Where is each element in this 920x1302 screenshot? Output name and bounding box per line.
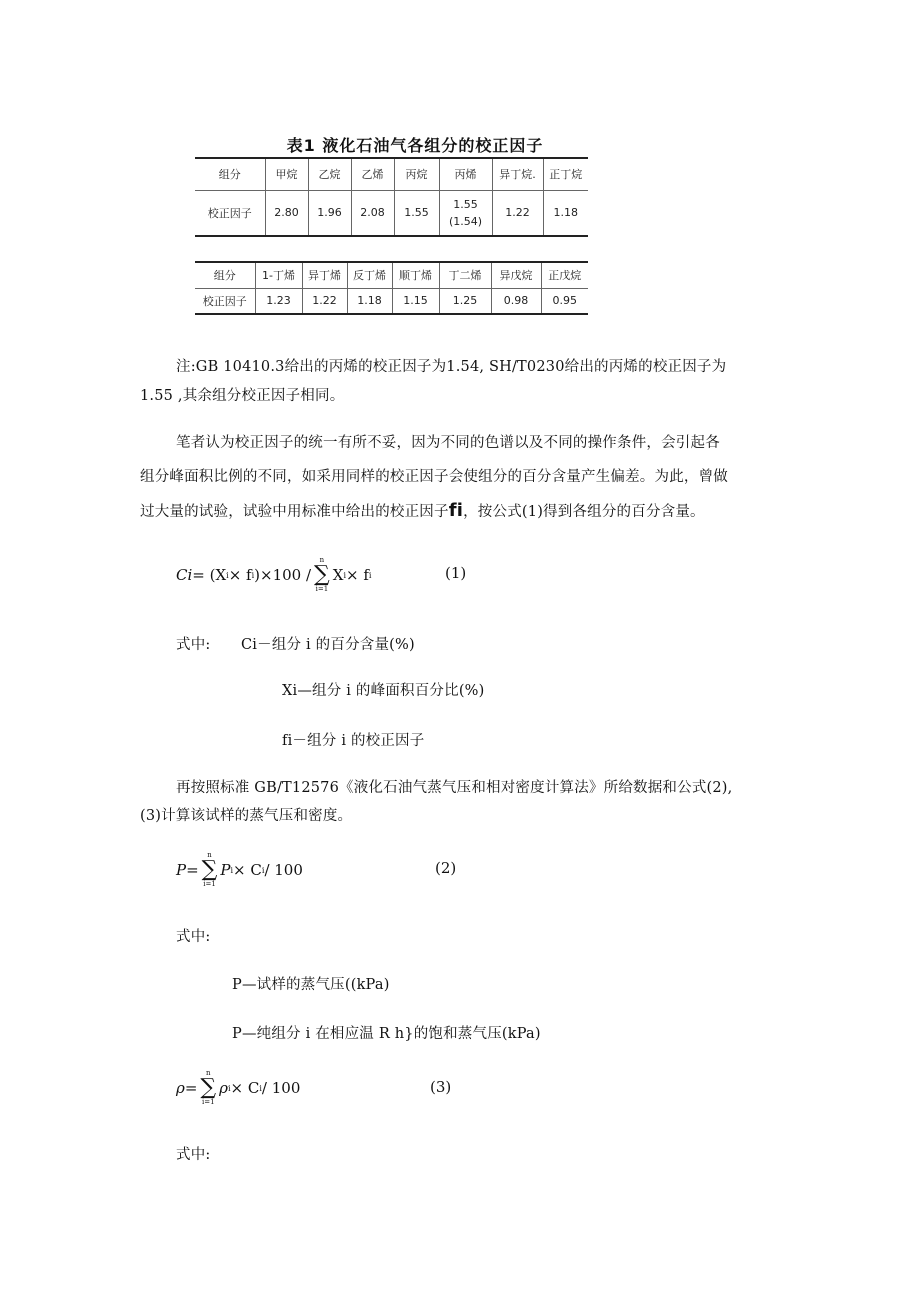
sum-upper: n: [206, 1069, 211, 1077]
value-cell-propylene: [439, 190, 492, 236]
value-cell: 2.80: [265, 190, 308, 236]
value-cell: 0.95: [541, 288, 588, 314]
summation-symbol: n ∑ i=1: [200, 1069, 217, 1106]
header-cell: 丙烯: [439, 158, 492, 190]
summation-symbol: n ∑ i=1: [201, 851, 218, 888]
formula3-lhs: ρ: [176, 1079, 185, 1097]
sum-upper: n: [319, 556, 325, 564]
defs1-label: 式中:: [176, 637, 211, 653]
def-p2: P—纯组分 i 在相应温 R h}的饱和蒸气压(kPa): [232, 1026, 541, 1042]
subscript: i: [343, 570, 347, 580]
header-cell: 甲烷: [265, 158, 308, 190]
formula2-lhs: P: [176, 861, 187, 879]
para1-line-2: 组分峰面积比例的不同，如采用同样的校正因子会使组分的百分含量产生偏差。为此，曾做: [140, 469, 728, 485]
header-cell: 组分: [195, 158, 265, 190]
value-cell: 1.18: [347, 288, 392, 314]
summation-symbol: n ∑ i=1: [314, 556, 330, 593]
header-cell: 1-丁烯: [255, 262, 302, 288]
formula2-p: P: [220, 861, 231, 879]
row-label: 校正因子: [195, 288, 255, 314]
header-cell: 异丁烯: [302, 262, 347, 288]
value-cell: 1.25: [439, 288, 491, 314]
formula-2: [176, 850, 303, 890]
sum-lower: i=1: [201, 1098, 215, 1106]
formula3-rho: ρ: [219, 1079, 228, 1097]
header-cell: 乙烷: [308, 158, 351, 190]
propylene-alt-value: (1.54): [448, 214, 483, 228]
header-cell: 异丁烷.: [492, 158, 543, 190]
para2-line-2: (3)计算该试样的蒸气压和密度。: [140, 808, 353, 824]
formula2-mul: × C: [233, 861, 262, 879]
formula-3: [176, 1068, 300, 1108]
subscript: i: [259, 1083, 262, 1093]
note-line-1: 注:GB 10410.3给出的丙烯的校正因子为1.54, SH/T0230给出的丙烯的校正因子为: [176, 359, 727, 375]
header-cell: 丙烷: [394, 158, 439, 190]
formula3-mul: × C: [230, 1079, 260, 1097]
header-cell: 顺丁烯: [392, 262, 439, 288]
formula2-tail: / 100: [264, 861, 303, 879]
subscript: i: [230, 865, 234, 875]
subscript: i: [261, 865, 265, 875]
header-cell: 反丁烯: [347, 262, 392, 288]
value-cell: 0.98: [491, 288, 541, 314]
sum-lower: i=1: [315, 585, 329, 593]
para1-line-3: [140, 496, 705, 527]
value-cell: 1.22: [302, 288, 347, 314]
formula3-number: (3): [430, 1078, 452, 1096]
formula2-number: (2): [435, 859, 457, 877]
sum-lower: i=1: [203, 880, 216, 888]
para1-line-3a: 过大量的试验，试验中用标准中给出的校正因子: [140, 504, 449, 520]
formula2-eq: =: [186, 861, 199, 879]
formula1-part-a: = (X: [192, 566, 227, 584]
formula1-part-b: × f: [228, 566, 252, 584]
value-cell: 1.15: [392, 288, 439, 314]
formula3-eq: =: [184, 1079, 198, 1097]
correction-factor-table-2: [195, 261, 588, 315]
value-cell: 1.22: [492, 190, 543, 236]
subscript: i: [251, 570, 255, 580]
sum-upper: n: [207, 851, 212, 859]
value-cell: 1.23: [255, 288, 302, 314]
header-cell: 异戊烷: [491, 262, 541, 288]
defs2-label: 式中:: [176, 929, 211, 945]
para2-line-1: 再按照标准 GB/T12576《液化石油气蒸气压和相对密度计算法》所给数据和公式(2),: [176, 780, 733, 796]
formula1-lhs: Ci: [176, 566, 193, 584]
def-fi: fi－组分 i 的校正因子: [282, 733, 425, 749]
header-cell: 组分: [195, 262, 255, 288]
para1-line-1: 笔者认为校正因子的统一有所不妥，因为不同的色谱以及不同的操作条件，会引起各: [176, 435, 720, 451]
value-cell: 2.08: [351, 190, 394, 236]
value-cell: 1.18: [543, 190, 588, 236]
propylene-value: 1.55: [453, 197, 478, 211]
def-xi: Xi—组分 i 的峰面积百分比(%): [282, 683, 485, 699]
formula1-part-c: )×100 /: [254, 566, 312, 584]
defs3-label: 式中:: [176, 1147, 211, 1163]
fi-symbol: fi: [448, 500, 464, 521]
subscript: i: [368, 570, 372, 580]
value-cell: 1.55: [394, 190, 439, 236]
formula1-part-e: × f: [346, 566, 369, 584]
formula1-part-d: X: [332, 566, 344, 584]
def-ci: Ci－组分 i 的百分含量(%): [241, 637, 415, 653]
formula3-tail: / 100: [261, 1079, 301, 1097]
def-p1: P—试样的蒸气压((kPa): [232, 977, 390, 993]
note-line-2: 1.55 ,其余组分校正因子相同。: [140, 388, 345, 404]
correction-factor-table-1: [195, 157, 588, 237]
para1-line-3b: ，按公式(1)得到各组分的百分含量。: [463, 504, 705, 520]
header-cell: 正戊烷: [541, 262, 588, 288]
value-cell: 1.96: [308, 190, 351, 236]
subscript: i: [226, 570, 229, 580]
header-cell: 正丁烷: [543, 158, 588, 190]
formula-1: [176, 555, 371, 595]
table-title: 表1 液化石油气各组分的校正因子: [286, 136, 544, 155]
row-label: 校正因子: [195, 190, 265, 236]
formula1-number: (1): [445, 564, 467, 582]
header-cell: 乙烯: [351, 158, 394, 190]
header-cell: 丁二烯: [439, 262, 491, 288]
subscript: i: [227, 1083, 231, 1093]
